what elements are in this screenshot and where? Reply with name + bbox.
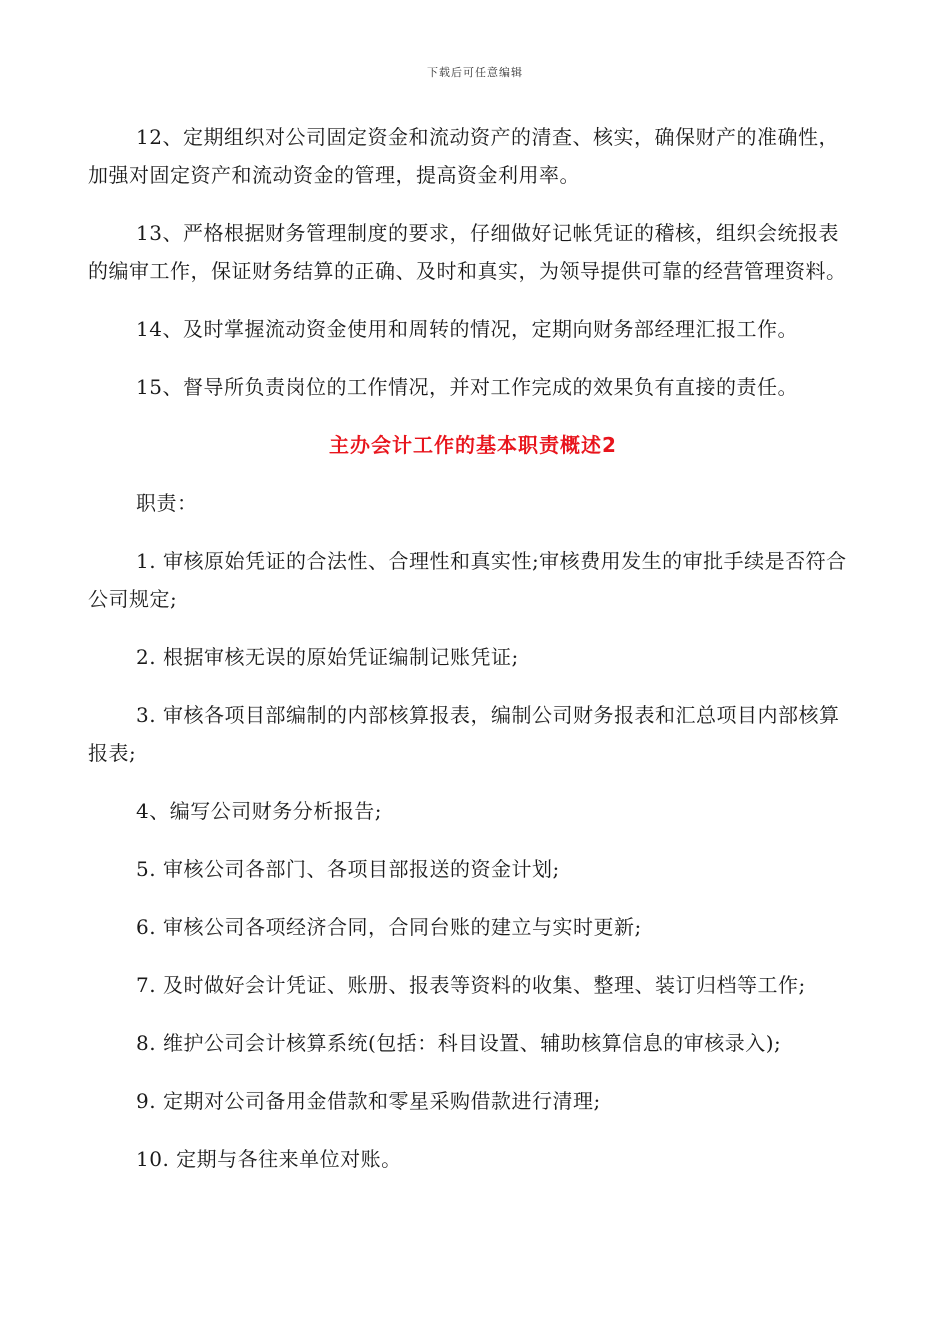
duty-item-8: 8. 维护公司会计核算系统(包括：科目设置、辅助核算信息的审核录入);: [136, 1031, 782, 1055]
paragraph-13: 13、严格根据财务管理制度的要求，仔细做好记帐凭证的稽核，组织会统报表的编审工作，保证财务结算的正确、及时和真实，为领导提供可靠的经营管理资料。: [88, 221, 847, 283]
duty-item-3: 3. 审核各项目部编制的内部核算报表，编制公司财务报表和汇总项目内部核算报表;: [88, 703, 840, 765]
duty-item-4: 4、编写公司财务分析报告;: [136, 799, 382, 823]
document-body: [88, 118, 858, 1198]
duty-item-9: 9. 定期对公司备用金借款和零星采购借款进行清理;: [136, 1089, 601, 1113]
duties-label: 职责：: [136, 491, 198, 515]
paragraph-15: 15、督导所负责岗位的工作情况，并对工作完成的效果负有直接的责任。: [136, 375, 798, 399]
duty-item-7: 7. 及时做好会计凭证、账册、报表等资料的收集、整理、装订归档等工作;: [136, 973, 806, 997]
duty-item-6: 6. 审核公司各项经济合同，合同台账的建立与实时更新;: [136, 915, 642, 939]
paragraph-12: 12、定期组织对公司固定资金和流动资产的清查、核实，确保财产的准确性，加强对固定资产和流动资金的管理，提高资金利用率。: [88, 125, 839, 187]
duty-item-1: 1. 审核原始凭证的合法性、合理性和真实性;审核费用发生的审批手续是否符合公司规定;: [88, 549, 847, 611]
duty-item-5: 5. 审核公司各部门、各项目部报送的资金计划;: [136, 857, 560, 881]
section-title: 主办会计工作的基本职责概述2: [329, 433, 617, 457]
duty-item-10: 10. 定期与各往来单位对账。: [136, 1147, 402, 1171]
duty-item-2: 2. 根据审核无误的原始凭证编制记账凭证;: [136, 645, 519, 669]
page-header: 下载后可任意编辑: [427, 66, 523, 79]
paragraph-14: 14、及时掌握流动资金使用和周转的情况，定期向财务部经理汇报工作。: [136, 317, 798, 341]
